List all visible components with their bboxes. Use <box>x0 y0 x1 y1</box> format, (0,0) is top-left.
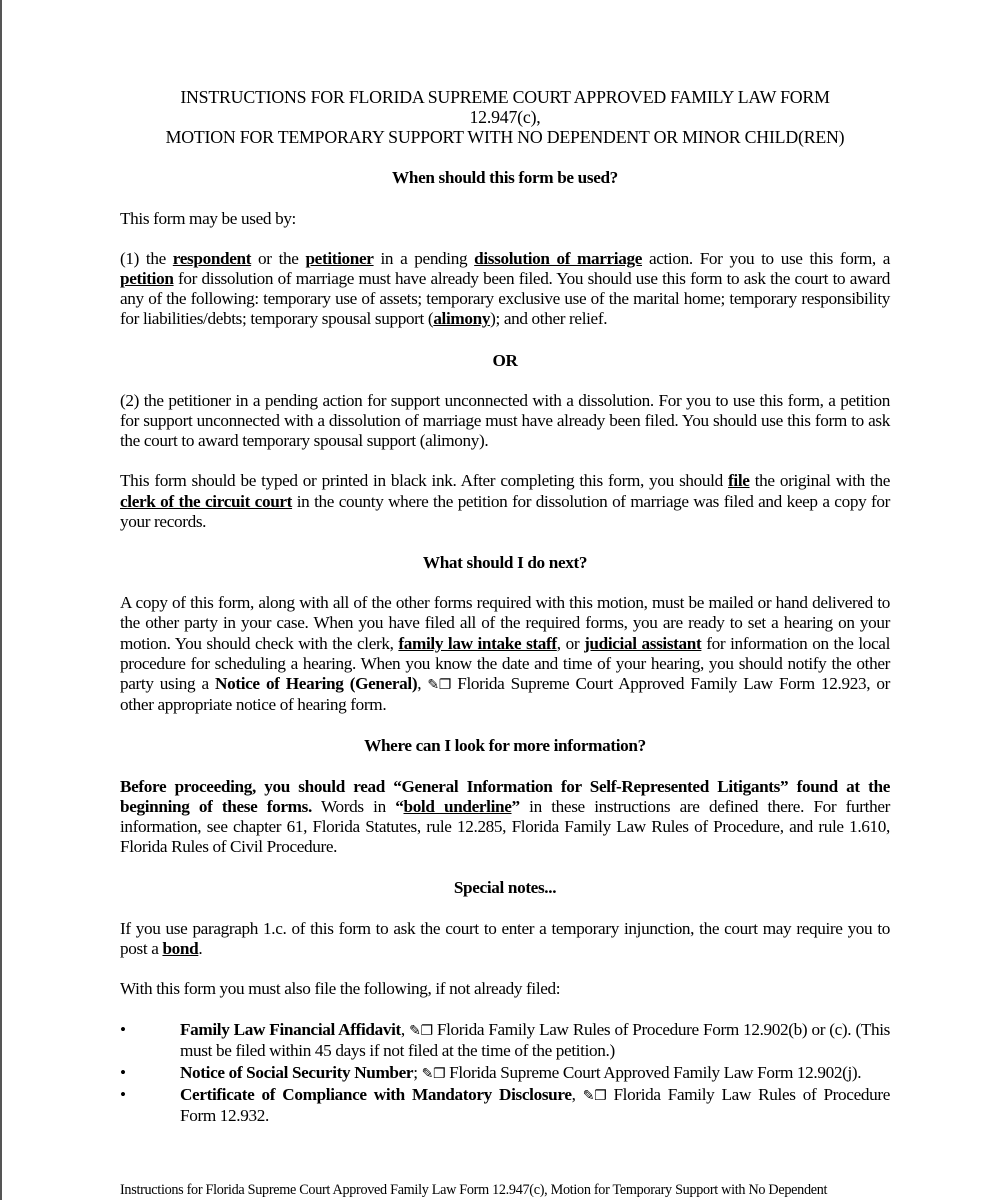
heading-special-notes: Special notes... <box>453 878 557 898</box>
text-run: for dissolution of marriage must have already been filed. You should use this form to ask the court to award any of the following: temporary use of assets; temporary exclusive use of the marital home; temporary responsibility for liabilities/debts; temporary spousal support ( <box>120 269 890 329</box>
title-line-3: MOTION FOR TEMPORARY SUPPORT WITH NO DEPENDENT OR MINOR CHILD(REN) <box>165 126 845 147</box>
form-name: Family Law Financial Affidavit <box>180 1020 401 1040</box>
paragraph-option-2: (2) the petitioner in a pending action for support unconnected with a dissolution. For you to use this form, a petition for support unconnected with a dissolution of marriage must have already been filed. You should use this form to ask the court to award temporary spousal support (alimony). <box>120 390 890 451</box>
open-quote: “ <box>395 796 404 816</box>
list-item <box>120 1020 890 1061</box>
text-run: , <box>400 1020 410 1040</box>
text-run: in a pending <box>373 248 475 268</box>
heading-when-used: When should this form be used? <box>392 168 618 188</box>
text-run: A copy of this form, along with all of the other forms required with this motion, must be mailed or hand delivered to the other party in your case. When you have filed all of the required forms, you are ready to set a hearing on your motion. You should check with the clerk, <box>120 593 890 653</box>
term-petition: petition <box>120 269 174 288</box>
page-left-border <box>0 0 2 1200</box>
term-clerk-of-circuit-court: clerk of the circuit court <box>120 491 293 511</box>
pencil-form-icon: ✎❐ <box>582 1087 607 1104</box>
text-run: . <box>198 938 203 958</box>
text-run: for information on the local procedure for scheduling a hearing. When you know the date and time of your hearing, you should notify the other party using a <box>120 633 890 694</box>
form-notice-of-hearing: Notice of Hearing (General) <box>215 674 418 694</box>
pencil-form-icon: ✎❐ <box>409 1023 433 1040</box>
paragraph-next-steps <box>120 593 890 715</box>
paragraph-injunction-bond <box>120 919 890 959</box>
text-run: in the county where the petition for dissolution of marriage was filed and keep a copy for your records. <box>120 491 891 531</box>
text-run: Florida Supreme Court Approved Family Law Form 12.923, or other appropriate notice of hearing form. <box>120 674 890 715</box>
notice-general-information: Before proceeding, you should read “General Information for Self-Represented Litigants” found at the beginning of these forms. <box>120 776 890 816</box>
paragraph-more-information <box>120 777 890 858</box>
text-run: , or <box>556 633 585 653</box>
text-run: If you use paragraph 1.c. of this form to ask the court to enter a temporary injunction, the court may require you to post a <box>120 918 890 958</box>
form-description: Florida Supreme Court Approved Family Law Form 12.902(j). <box>445 1062 862 1082</box>
list-item <box>120 1085 890 1126</box>
term-file: file <box>728 471 750 491</box>
title-line-2: 12.947(c), <box>469 106 541 127</box>
paragraph-option-1 <box>120 249 890 330</box>
paragraph-also-file: With this form you must also file the following, if not already filed: <box>120 979 561 999</box>
form-description: Florida Family Law Rules of Procedure Form 12.902(b) or (c). (This must be filed within 45 days if not filed at the time of the petition.) <box>180 1020 891 1061</box>
text-run: , <box>417 674 428 694</box>
heading-what-next: What should I do next? <box>422 553 588 573</box>
list-item <box>120 1063 890 1084</box>
term-dissolution-of-marriage: dissolution of marriage <box>474 248 643 268</box>
text-run: ; <box>413 1062 422 1082</box>
required-forms-list <box>120 1020 890 1126</box>
form-description: Florida Family Law Rules of Procedure Form 12.932. <box>180 1084 890 1126</box>
text-run: ); and other relief. <box>490 309 608 329</box>
title-line-1: INSTRUCTIONS FOR FLORIDA SUPREME COURT APPROVED FAMILY LAW FORM <box>180 87 830 107</box>
term-judicial-assistant: judicial assistant <box>584 633 702 653</box>
term-petitioner: petitioner <box>305 248 374 268</box>
term-bond: bond <box>162 938 199 958</box>
document-page <box>120 88 890 1127</box>
term-alimony: alimony <box>433 309 491 329</box>
heading-more-information: Where can I look for more information? <box>364 736 646 756</box>
text-run: , <box>571 1084 583 1104</box>
bullet-dot: • <box>120 1062 126 1082</box>
form-name: Certificate of Compliance with Mandatory Disclosure <box>180 1084 572 1104</box>
text-run: or the <box>251 248 306 268</box>
text-run: (1) the <box>120 248 173 268</box>
page-footer: Instructions for Florida Supreme Court Approved Family Law Form 12.947(c), Motion for Temporary Support with No Dependent <box>120 1182 828 1198</box>
close-quote: ” <box>511 796 520 816</box>
text-run: This form should be typed or printed in black ink. After completing this form, you should <box>120 471 729 491</box>
pencil-form-icon: ✎❐ <box>421 1065 446 1082</box>
paragraph-filing <box>120 471 890 532</box>
text-run: Words in <box>311 796 396 816</box>
term-family-law-intake-staff: family law intake staff <box>398 633 557 653</box>
pencil-form-icon: ✎❐ <box>427 677 451 694</box>
or-divider: OR <box>492 350 518 370</box>
text-run: the original with the <box>749 471 891 491</box>
bullet-dot: • <box>120 1084 126 1104</box>
document-title <box>120 88 890 147</box>
text-run: action. For you to use this form, a <box>642 248 890 268</box>
text-run: in these instructions are defined there. For further information, see chapter 61, Florida Statutes, rule 12.285, Florida Family Law Rules of Procedure, and rule 1.610, Florida Rules of Civil Procedure. <box>120 796 890 857</box>
bullet-dot: • <box>120 1020 126 1040</box>
term-respondent: respondent <box>172 248 252 268</box>
intro-paragraph: This form may be used by: <box>120 208 296 228</box>
term-bold-underline: bold underline <box>403 796 512 816</box>
form-name: Notice of Social Security Number <box>180 1062 414 1082</box>
